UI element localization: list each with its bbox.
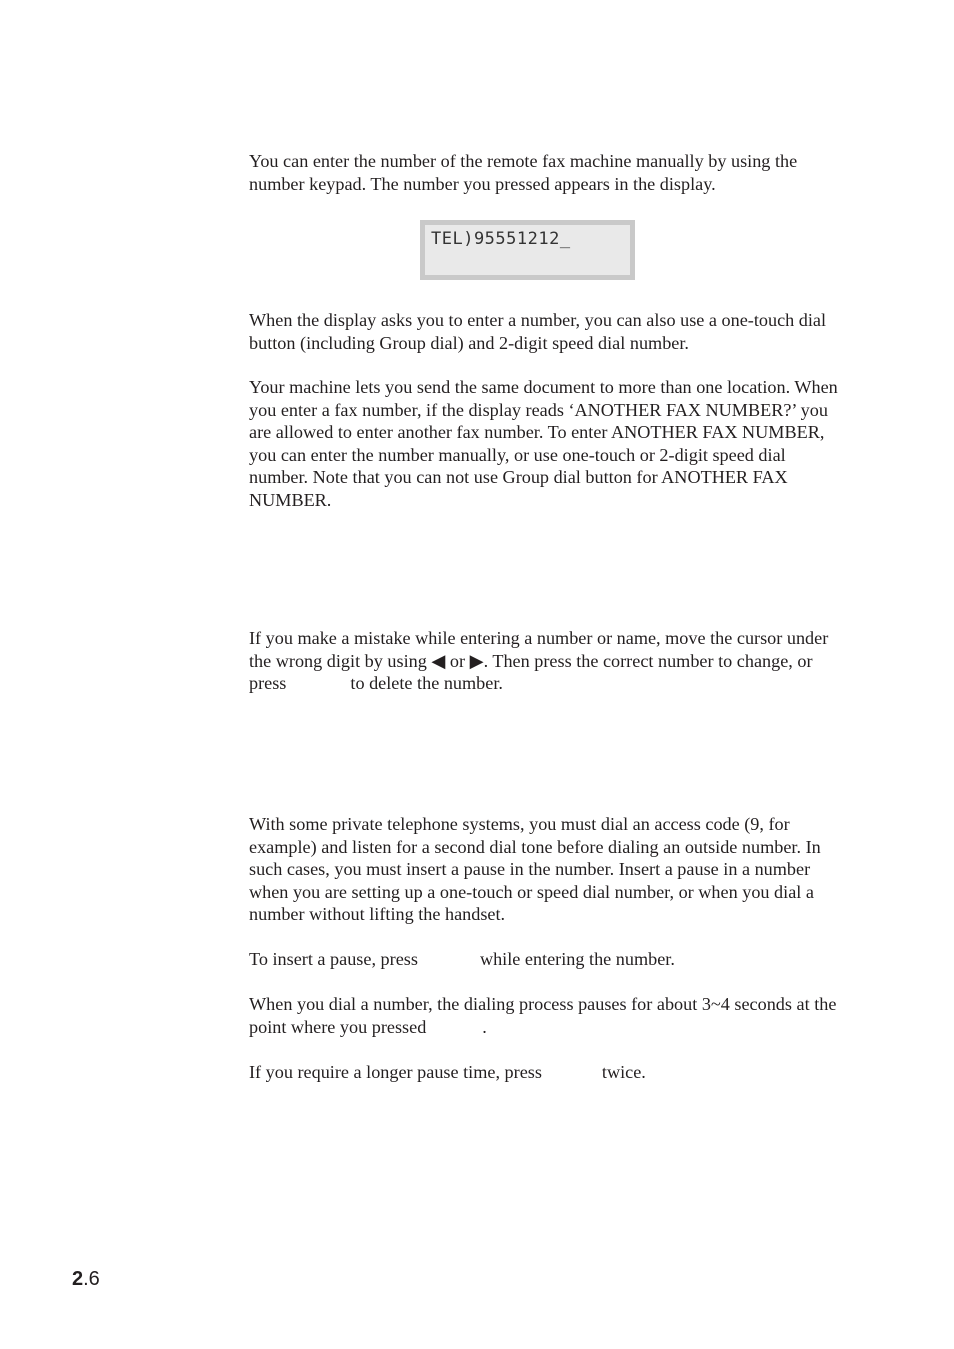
insert-text-a: To insert a pause, press [249, 949, 418, 969]
dial-pause-paragraph [249, 993, 849, 1038]
intro-paragraph: You can enter the number of the remote fax machine manually by using the number keypad. The number you pressed appears in the display. [249, 151, 798, 194]
private-system-paragraph: With some private telephone systems, you must dial an access code (9, for example) and listen for a second dial tone before dialing an outside number. In such cases, you must insert a pause in the number. Insert a pause in a number when you are setting up a one-touch or speed dial number, or when you dial a number without lifting the handset. [249, 814, 821, 925]
mistake-paragraph [249, 627, 849, 695]
lcd-display [420, 220, 635, 280]
page-chapter: 2 [72, 1268, 84, 1290]
another-fax-paragraph: Your machine lets you send the same document to more than one location. When you enter a fax number, if the display reads ‘ANOTHER FAX NUMBER?’ you are allowed to enter another fax number. To enter ANOTHER FAX NUMBER, you can enter the number manually, or use one-touch or 2-digit speed dial number. Note that you can not use Group dial button for ANOTHER FAX NUMBER. [249, 377, 838, 510]
dial-text-b: . [482, 1016, 487, 1037]
lcd-display-text: TEL)95551212_ [425, 225, 630, 275]
mistake-text-b: to delete the number. [350, 673, 503, 694]
page-num: .6 [83, 1268, 100, 1290]
insert-pause-paragraph [249, 948, 849, 971]
mistake-text-a: If you make a mistake while entering a number or name, move the cursor under the wrong digit by using ◀ or ▶. Then press the correct number to change, or press [249, 628, 829, 694]
page-number [72, 1268, 100, 1291]
insert-text-b: while entering the number. [479, 949, 675, 969]
longer-text-a: If you require a longer pause time, press [249, 1062, 542, 1082]
dial-text-a: When you dial a number, the dialing process pauses for about 3~4 seconds at the point where you pressed [249, 994, 837, 1037]
longer-text-b: twice. [601, 1062, 646, 1082]
onetouch-paragraph: When the display asks you to enter a number, you can also use a one-touch dial button (including Group dial) and 2-digit speed dial number. [249, 310, 827, 353]
longer-pause-paragraph [249, 1061, 849, 1084]
